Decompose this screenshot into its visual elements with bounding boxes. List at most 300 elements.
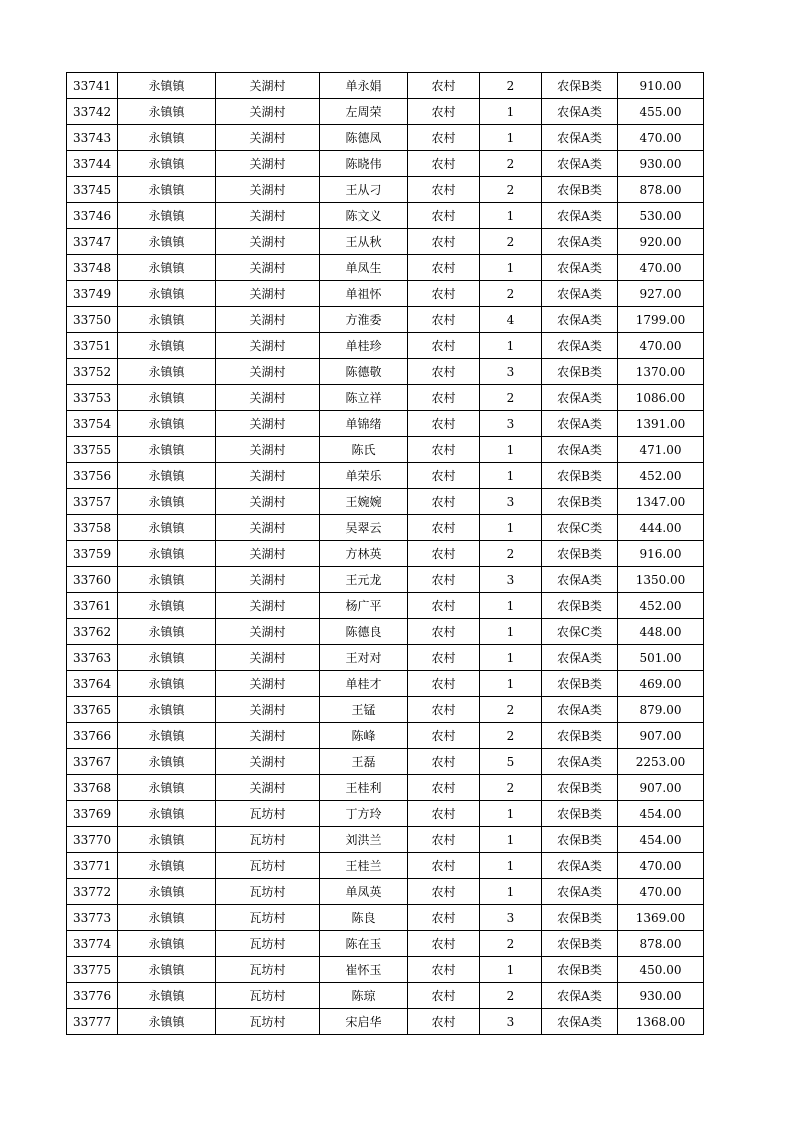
type-cell: 农村 [408, 749, 480, 775]
village-cell: 瓦坊村 [216, 1009, 320, 1035]
household-count-cell: 3 [480, 489, 542, 515]
insurance-class-cell: 农保A类 [542, 1009, 618, 1035]
amount-cell: 927.00 [618, 281, 704, 307]
household-count-cell: 3 [480, 905, 542, 931]
record-id-cell: 33765 [67, 697, 118, 723]
type-cell: 农村 [408, 671, 480, 697]
name-cell: 单永娟 [320, 73, 408, 99]
town-cell: 永镇镇 [118, 671, 216, 697]
amount-cell: 471.00 [618, 437, 704, 463]
data-table [66, 72, 704, 1035]
household-count-cell: 3 [480, 1009, 542, 1035]
insurance-class-cell: 农保B类 [542, 671, 618, 697]
insurance-class-cell: 农保B类 [542, 541, 618, 567]
type-cell: 农村 [408, 281, 480, 307]
household-count-cell: 3 [480, 359, 542, 385]
town-cell: 永镇镇 [118, 931, 216, 957]
village-cell: 关湖村 [216, 99, 320, 125]
record-id-cell: 33766 [67, 723, 118, 749]
name-cell: 王桂利 [320, 775, 408, 801]
type-cell: 农村 [408, 177, 480, 203]
insurance-class-cell: 农保B类 [542, 177, 618, 203]
household-count-cell: 2 [480, 541, 542, 567]
table-row [67, 827, 704, 853]
town-cell: 永镇镇 [118, 853, 216, 879]
table-row [67, 385, 704, 411]
amount-cell: 916.00 [618, 541, 704, 567]
name-cell: 王从刁 [320, 177, 408, 203]
type-cell: 农村 [408, 515, 480, 541]
insurance-class-cell: 农保A类 [542, 125, 618, 151]
record-id-cell: 33752 [67, 359, 118, 385]
village-cell: 关湖村 [216, 775, 320, 801]
record-id-cell: 33748 [67, 255, 118, 281]
name-cell: 王锰 [320, 697, 408, 723]
record-id-cell: 33743 [67, 125, 118, 151]
amount-cell: 470.00 [618, 333, 704, 359]
household-count-cell: 1 [480, 827, 542, 853]
record-id-cell: 33773 [67, 905, 118, 931]
village-cell: 瓦坊村 [216, 853, 320, 879]
amount-cell: 930.00 [618, 983, 704, 1009]
household-count-cell: 2 [480, 177, 542, 203]
town-cell: 永镇镇 [118, 593, 216, 619]
town-cell: 永镇镇 [118, 957, 216, 983]
amount-cell: 454.00 [618, 801, 704, 827]
amount-cell: 910.00 [618, 73, 704, 99]
type-cell: 农村 [408, 593, 480, 619]
town-cell: 永镇镇 [118, 983, 216, 1009]
amount-cell: 452.00 [618, 593, 704, 619]
amount-cell: 1347.00 [618, 489, 704, 515]
table-row [67, 99, 704, 125]
name-cell: 吴翠云 [320, 515, 408, 541]
table-row [67, 723, 704, 749]
town-cell: 永镇镇 [118, 255, 216, 281]
table-row [67, 463, 704, 489]
type-cell: 农村 [408, 697, 480, 723]
amount-cell: 450.00 [618, 957, 704, 983]
table-row [67, 879, 704, 905]
table-row [67, 437, 704, 463]
household-count-cell: 5 [480, 749, 542, 775]
amount-cell: 455.00 [618, 99, 704, 125]
name-cell: 方林英 [320, 541, 408, 567]
insurance-class-cell: 农保C类 [542, 515, 618, 541]
household-count-cell: 3 [480, 567, 542, 593]
town-cell: 永镇镇 [118, 697, 216, 723]
amount-cell: 920.00 [618, 229, 704, 255]
record-id-cell: 33759 [67, 541, 118, 567]
insurance-class-cell: 农保A类 [542, 645, 618, 671]
town-cell: 永镇镇 [118, 463, 216, 489]
record-id-cell: 33776 [67, 983, 118, 1009]
table-row [67, 775, 704, 801]
village-cell: 关湖村 [216, 593, 320, 619]
town-cell: 永镇镇 [118, 333, 216, 359]
household-count-cell: 1 [480, 801, 542, 827]
name-cell: 左周荣 [320, 99, 408, 125]
household-count-cell: 2 [480, 151, 542, 177]
village-cell: 关湖村 [216, 229, 320, 255]
name-cell: 单凤英 [320, 879, 408, 905]
town-cell: 永镇镇 [118, 645, 216, 671]
insurance-class-cell: 农保A类 [542, 333, 618, 359]
amount-cell: 530.00 [618, 203, 704, 229]
type-cell: 农村 [408, 827, 480, 853]
insurance-class-cell: 农保C类 [542, 619, 618, 645]
record-id-cell: 33767 [67, 749, 118, 775]
insurance-class-cell: 农保B类 [542, 801, 618, 827]
amount-cell: 454.00 [618, 827, 704, 853]
household-count-cell: 1 [480, 515, 542, 541]
table-row [67, 567, 704, 593]
name-cell: 单桂珍 [320, 333, 408, 359]
table-row [67, 853, 704, 879]
insurance-class-cell: 农保B类 [542, 723, 618, 749]
name-cell: 陈立祥 [320, 385, 408, 411]
amount-cell: 1086.00 [618, 385, 704, 411]
amount-cell: 470.00 [618, 125, 704, 151]
record-id-cell: 33745 [67, 177, 118, 203]
insurance-class-cell: 农保A类 [542, 697, 618, 723]
insurance-class-cell: 农保A类 [542, 151, 618, 177]
town-cell: 永镇镇 [118, 489, 216, 515]
name-cell: 陈德良 [320, 619, 408, 645]
table-row [67, 489, 704, 515]
insurance-class-cell: 农保B类 [542, 827, 618, 853]
town-cell: 永镇镇 [118, 177, 216, 203]
type-cell: 农村 [408, 723, 480, 749]
type-cell: 农村 [408, 99, 480, 125]
household-count-cell: 2 [480, 723, 542, 749]
insurance-class-cell: 农保A类 [542, 229, 618, 255]
insurance-class-cell: 农保B类 [542, 359, 618, 385]
amount-cell: 448.00 [618, 619, 704, 645]
name-cell: 单祖怀 [320, 281, 408, 307]
table-row [67, 359, 704, 385]
name-cell: 单凤生 [320, 255, 408, 281]
household-count-cell: 1 [480, 593, 542, 619]
village-cell: 关湖村 [216, 437, 320, 463]
table-row [67, 255, 704, 281]
insurance-class-cell: 农保A类 [542, 853, 618, 879]
town-cell: 永镇镇 [118, 359, 216, 385]
name-cell: 陈峰 [320, 723, 408, 749]
record-id-cell: 33756 [67, 463, 118, 489]
insurance-class-cell: 农保B类 [542, 957, 618, 983]
insurance-class-cell: 农保B类 [542, 593, 618, 619]
village-cell: 瓦坊村 [216, 983, 320, 1009]
town-cell: 永镇镇 [118, 99, 216, 125]
record-id-cell: 33762 [67, 619, 118, 645]
name-cell: 宋启华 [320, 1009, 408, 1035]
village-cell: 瓦坊村 [216, 801, 320, 827]
village-cell: 关湖村 [216, 619, 320, 645]
village-cell: 关湖村 [216, 359, 320, 385]
village-cell: 关湖村 [216, 749, 320, 775]
insurance-class-cell: 农保A类 [542, 99, 618, 125]
table-row [67, 671, 704, 697]
name-cell: 陈德敬 [320, 359, 408, 385]
record-id-cell: 33775 [67, 957, 118, 983]
town-cell: 永镇镇 [118, 775, 216, 801]
village-cell: 关湖村 [216, 645, 320, 671]
village-cell: 瓦坊村 [216, 957, 320, 983]
village-cell: 瓦坊村 [216, 879, 320, 905]
table-row [67, 307, 704, 333]
amount-cell: 879.00 [618, 697, 704, 723]
name-cell: 单荣乐 [320, 463, 408, 489]
record-id-cell: 33750 [67, 307, 118, 333]
household-count-cell: 2 [480, 229, 542, 255]
amount-cell: 878.00 [618, 931, 704, 957]
type-cell: 农村 [408, 307, 480, 333]
amount-cell: 470.00 [618, 853, 704, 879]
name-cell: 王桂兰 [320, 853, 408, 879]
household-count-cell: 1 [480, 645, 542, 671]
type-cell: 农村 [408, 125, 480, 151]
village-cell: 关湖村 [216, 333, 320, 359]
type-cell: 农村 [408, 385, 480, 411]
amount-cell: 878.00 [618, 177, 704, 203]
household-count-cell: 1 [480, 333, 542, 359]
record-id-cell: 33763 [67, 645, 118, 671]
amount-cell: 469.00 [618, 671, 704, 697]
village-cell: 关湖村 [216, 177, 320, 203]
name-cell: 刘洪兰 [320, 827, 408, 853]
name-cell: 陈文义 [320, 203, 408, 229]
town-cell: 永镇镇 [118, 203, 216, 229]
village-cell: 关湖村 [216, 671, 320, 697]
household-count-cell: 1 [480, 125, 542, 151]
record-id-cell: 33760 [67, 567, 118, 593]
household-count-cell: 1 [480, 463, 542, 489]
amount-cell: 452.00 [618, 463, 704, 489]
record-id-cell: 33741 [67, 73, 118, 99]
amount-cell: 907.00 [618, 775, 704, 801]
amount-cell: 1368.00 [618, 1009, 704, 1035]
amount-cell: 501.00 [618, 645, 704, 671]
household-count-cell: 1 [480, 437, 542, 463]
table-row [67, 931, 704, 957]
type-cell: 农村 [408, 411, 480, 437]
table-row [67, 619, 704, 645]
amount-cell: 2253.00 [618, 749, 704, 775]
table-row [67, 905, 704, 931]
type-cell: 农村 [408, 983, 480, 1009]
table-row [67, 1009, 704, 1035]
type-cell: 农村 [408, 853, 480, 879]
village-cell: 关湖村 [216, 697, 320, 723]
insurance-class-cell: 农保B类 [542, 905, 618, 931]
amount-cell: 1391.00 [618, 411, 704, 437]
town-cell: 永镇镇 [118, 905, 216, 931]
type-cell: 农村 [408, 879, 480, 905]
type-cell: 农村 [408, 957, 480, 983]
record-id-cell: 33751 [67, 333, 118, 359]
type-cell: 农村 [408, 541, 480, 567]
insurance-class-cell: 农保B类 [542, 463, 618, 489]
name-cell: 王对对 [320, 645, 408, 671]
name-cell: 陈在玉 [320, 931, 408, 957]
table-row [67, 515, 704, 541]
type-cell: 农村 [408, 463, 480, 489]
table-row [67, 73, 704, 99]
table-body [67, 73, 704, 1035]
table-row [67, 411, 704, 437]
table-row [67, 957, 704, 983]
household-count-cell: 2 [480, 385, 542, 411]
type-cell: 农村 [408, 489, 480, 515]
type-cell: 农村 [408, 931, 480, 957]
name-cell: 杨广平 [320, 593, 408, 619]
record-id-cell: 33746 [67, 203, 118, 229]
insurance-class-cell: 农保A类 [542, 983, 618, 1009]
town-cell: 永镇镇 [118, 541, 216, 567]
town-cell: 永镇镇 [118, 619, 216, 645]
table-row [67, 229, 704, 255]
record-id-cell: 33744 [67, 151, 118, 177]
town-cell: 永镇镇 [118, 801, 216, 827]
record-id-cell: 33754 [67, 411, 118, 437]
amount-cell: 1369.00 [618, 905, 704, 931]
village-cell: 关湖村 [216, 567, 320, 593]
type-cell: 农村 [408, 775, 480, 801]
town-cell: 永镇镇 [118, 385, 216, 411]
name-cell: 方淮委 [320, 307, 408, 333]
insurance-class-cell: 农保A类 [542, 567, 618, 593]
name-cell: 王磊 [320, 749, 408, 775]
town-cell: 永镇镇 [118, 73, 216, 99]
amount-cell: 444.00 [618, 515, 704, 541]
household-count-cell: 1 [480, 619, 542, 645]
village-cell: 关湖村 [216, 385, 320, 411]
household-count-cell: 1 [480, 957, 542, 983]
amount-cell: 907.00 [618, 723, 704, 749]
insurance-class-cell: 农保A类 [542, 411, 618, 437]
name-cell: 陈晓伟 [320, 151, 408, 177]
table-row [67, 333, 704, 359]
name-cell: 丁方玲 [320, 801, 408, 827]
town-cell: 永镇镇 [118, 879, 216, 905]
amount-cell: 1799.00 [618, 307, 704, 333]
village-cell: 瓦坊村 [216, 827, 320, 853]
village-cell: 关湖村 [216, 541, 320, 567]
type-cell: 农村 [408, 255, 480, 281]
record-id-cell: 33768 [67, 775, 118, 801]
household-count-cell: 1 [480, 879, 542, 905]
record-id-cell: 33774 [67, 931, 118, 957]
town-cell: 永镇镇 [118, 125, 216, 151]
village-cell: 关湖村 [216, 411, 320, 437]
type-cell: 农村 [408, 333, 480, 359]
amount-cell: 1370.00 [618, 359, 704, 385]
name-cell: 陈琼 [320, 983, 408, 1009]
village-cell: 关湖村 [216, 73, 320, 99]
name-cell: 王从秋 [320, 229, 408, 255]
record-id-cell: 33777 [67, 1009, 118, 1035]
name-cell: 王婉婉 [320, 489, 408, 515]
insurance-class-cell: 农保B类 [542, 73, 618, 99]
type-cell: 农村 [408, 645, 480, 671]
household-count-cell: 1 [480, 853, 542, 879]
table-row [67, 541, 704, 567]
insurance-class-cell: 农保B类 [542, 931, 618, 957]
town-cell: 永镇镇 [118, 437, 216, 463]
insurance-class-cell: 农保A类 [542, 281, 618, 307]
table-row [67, 645, 704, 671]
town-cell: 永镇镇 [118, 151, 216, 177]
record-id-cell: 33770 [67, 827, 118, 853]
amount-cell: 470.00 [618, 255, 704, 281]
insurance-class-cell: 农保A类 [542, 255, 618, 281]
name-cell: 陈氏 [320, 437, 408, 463]
village-cell: 瓦坊村 [216, 931, 320, 957]
name-cell: 王元龙 [320, 567, 408, 593]
village-cell: 关湖村 [216, 255, 320, 281]
record-id-cell: 33747 [67, 229, 118, 255]
table-row [67, 281, 704, 307]
type-cell: 农村 [408, 203, 480, 229]
town-cell: 永镇镇 [118, 307, 216, 333]
household-count-cell: 2 [480, 697, 542, 723]
record-id-cell: 33764 [67, 671, 118, 697]
town-cell: 永镇镇 [118, 411, 216, 437]
record-id-cell: 33757 [67, 489, 118, 515]
town-cell: 永镇镇 [118, 827, 216, 853]
table-row [67, 125, 704, 151]
village-cell: 关湖村 [216, 463, 320, 489]
type-cell: 农村 [408, 437, 480, 463]
village-cell: 关湖村 [216, 515, 320, 541]
household-count-cell: 1 [480, 203, 542, 229]
record-id-cell: 33758 [67, 515, 118, 541]
table-row [67, 697, 704, 723]
type-cell: 农村 [408, 619, 480, 645]
type-cell: 农村 [408, 151, 480, 177]
household-count-cell: 2 [480, 983, 542, 1009]
household-count-cell: 1 [480, 671, 542, 697]
type-cell: 农村 [408, 567, 480, 593]
insurance-class-cell: 农保A类 [542, 307, 618, 333]
record-id-cell: 33769 [67, 801, 118, 827]
village-cell: 关湖村 [216, 307, 320, 333]
village-cell: 关湖村 [216, 489, 320, 515]
table-row [67, 749, 704, 775]
type-cell: 农村 [408, 229, 480, 255]
type-cell: 农村 [408, 359, 480, 385]
table-row [67, 593, 704, 619]
record-id-cell: 33772 [67, 879, 118, 905]
record-id-cell: 33749 [67, 281, 118, 307]
amount-cell: 1350.00 [618, 567, 704, 593]
table-row [67, 983, 704, 1009]
town-cell: 永镇镇 [118, 515, 216, 541]
household-count-cell: 2 [480, 775, 542, 801]
household-count-cell: 4 [480, 307, 542, 333]
household-count-cell: 3 [480, 411, 542, 437]
name-cell: 单锦绪 [320, 411, 408, 437]
town-cell: 永镇镇 [118, 281, 216, 307]
town-cell: 永镇镇 [118, 749, 216, 775]
type-cell: 农村 [408, 801, 480, 827]
insurance-class-cell: 农保A类 [542, 437, 618, 463]
insurance-class-cell: 农保A类 [542, 203, 618, 229]
town-cell: 永镇镇 [118, 1009, 216, 1035]
record-id-cell: 33755 [67, 437, 118, 463]
town-cell: 永镇镇 [118, 229, 216, 255]
